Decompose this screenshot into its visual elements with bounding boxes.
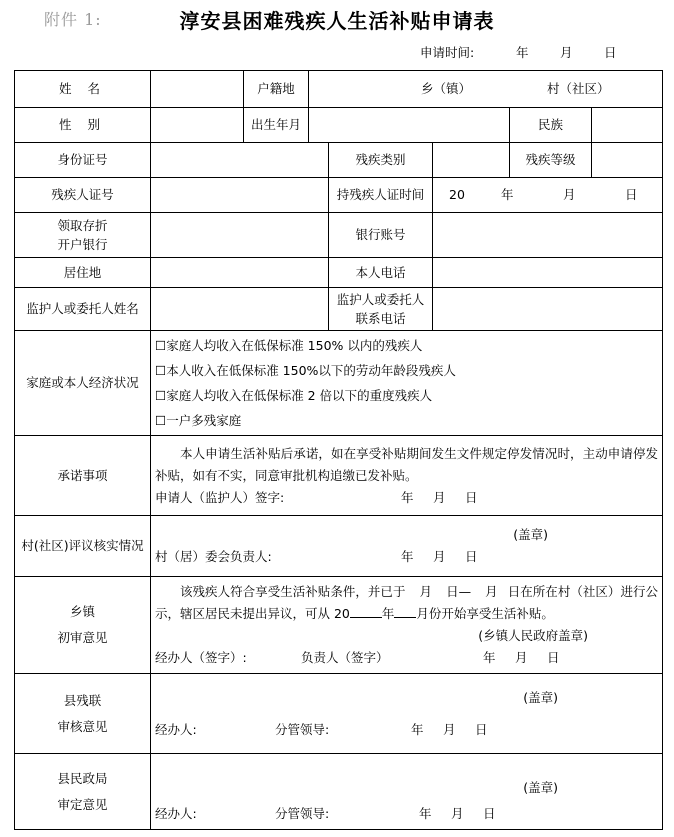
dpf-year: 年: [411, 721, 424, 737]
row-civil: [15, 754, 663, 830]
guardian-phone-label: [329, 288, 433, 331]
town-year-blank[interactable]: [350, 603, 382, 618]
row-town: [15, 577, 663, 674]
phone-label: 本人电话: [329, 258, 433, 288]
dpf-day: 日: [475, 721, 488, 737]
town-sign-year: 年: [483, 650, 496, 665]
hukou-field[interactable]: [309, 71, 663, 108]
cert-time-field[interactable]: [433, 178, 663, 213]
village-month: 月: [433, 549, 446, 564]
town-label: [15, 577, 151, 674]
disability-type-field[interactable]: [433, 143, 510, 178]
guardian-field[interactable]: [151, 288, 329, 331]
id-field[interactable]: [151, 143, 329, 178]
address-field[interactable]: [151, 258, 329, 288]
town-month-blank[interactable]: [394, 603, 416, 618]
town-text-b: 日—: [446, 584, 472, 599]
bank-label: [15, 213, 151, 258]
cert-year-label: 年: [501, 187, 514, 203]
disability-level-field[interactable]: [592, 143, 663, 178]
dpf-handler-label: 经办人:: [155, 721, 197, 737]
account-label: 银行账号: [329, 213, 433, 258]
ethnic-label: 民族: [510, 108, 592, 143]
cert-time-prefix: 20: [449, 187, 465, 203]
id-label: 身份证号: [15, 143, 151, 178]
dpf-stamp: (盖章): [523, 689, 559, 705]
promise-text: 本人申请生活补贴后承诺，如在享受补贴期间发生文件规定停发情况时，主动申请停发补贴，如有不实，同意审批机构追缴已发补贴。: [155, 445, 659, 483]
town-text-d: 月份开始享受生活补贴。: [416, 606, 554, 621]
row-economy: [15, 331, 663, 436]
town-text-c: 日在所在村（社区）进行公示，辖区居民未提出异议，可从 20: [155, 584, 659, 621]
promise-day: 日: [465, 489, 478, 505]
row-id: [15, 143, 663, 178]
bank-label-line-1: 领取存折: [57, 217, 108, 233]
economy-options: [151, 331, 663, 436]
disability-type-label: 残疾类别: [329, 143, 433, 178]
town-label-line-1: 乡镇: [69, 604, 95, 619]
town-month-1: 月: [419, 584, 433, 599]
village-sign-line: [155, 546, 658, 568]
promise-label: 承诺事项: [15, 436, 151, 516]
town-year: 年: [381, 606, 395, 621]
civil-stamp: (盖章): [523, 780, 559, 795]
cert-day-label: 日: [625, 187, 638, 203]
birth-label: 出生年月: [244, 108, 309, 143]
town-sign-month: 月: [515, 650, 528, 665]
hukou-town-label: 乡（镇）: [421, 81, 472, 97]
gender-label: 性 别: [15, 108, 151, 143]
guardian-phone-line-2: 联系电话: [355, 311, 406, 326]
civil-label-line-1: 县民政局: [57, 770, 108, 786]
town-label-line-2: 初审意见: [57, 630, 108, 645]
row-village: [15, 516, 663, 577]
cert-month-label: 月: [563, 187, 576, 203]
cert-time-label: 持残疾人证时间: [329, 178, 433, 213]
village-year: 年: [401, 549, 414, 564]
name-label: 姓 名: [15, 71, 151, 108]
town-sign-day: 日: [547, 650, 560, 665]
hukou-label: 户籍地: [244, 71, 309, 108]
row-address: [15, 258, 663, 288]
dpf-label-line-1: 县残联: [63, 692, 102, 708]
promise-cell: [151, 436, 663, 516]
civil-year: 年: [419, 806, 432, 821]
row-promise: [15, 436, 663, 516]
civil-month: 月: [451, 806, 464, 821]
civil-handler-label: 经办人:: [155, 806, 197, 821]
dpf-month: 月: [443, 721, 456, 737]
address-label: 居住地: [15, 258, 151, 288]
row-gender: [15, 108, 663, 143]
civil-label-line-2: 审定意见: [57, 796, 108, 812]
promise-month: 月: [433, 489, 446, 505]
apply-day-label: 日: [604, 45, 617, 60]
promise-sign-line: [155, 487, 658, 509]
dpf-cell: [151, 674, 663, 754]
town-leader-label: 负责人（签字）: [301, 650, 389, 665]
row-dpf: [15, 674, 663, 754]
ethnic-field[interactable]: [592, 108, 663, 143]
apply-time-label: 申请时间:: [420, 45, 475, 60]
civil-cell: [151, 754, 663, 830]
civil-sign-line: [155, 803, 658, 825]
name-field[interactable]: [151, 71, 244, 108]
town-text-a: 该残疾人符合享受生活补贴条件，并已于: [180, 584, 406, 599]
birth-field[interactable]: [309, 108, 510, 143]
apply-month-label: 月: [560, 45, 573, 60]
dpf-label-line-2: 审核意见: [57, 718, 108, 734]
guardian-phone-line-1: 监护人或委托人: [336, 291, 425, 307]
dpf-sign-line: [155, 719, 658, 741]
apply-date-line: [420, 43, 624, 61]
town-stamp: (乡镇人民政府盖章): [478, 628, 589, 643]
attachment-label: 附件 1:: [44, 10, 102, 29]
economy-option-low-income[interactable]: ☐家庭人均收入在低保标准 150% 以内的残疾人: [155, 338, 423, 353]
dpf-leader-label: 分管领导:: [275, 721, 330, 737]
economy-option-severe[interactable]: ☐家庭人均收入在低保标准 2 倍以下的重度残疾人: [155, 388, 433, 403]
dpf-label: [15, 674, 151, 754]
cert-field[interactable]: [151, 178, 329, 213]
form-title: 淳安县困难残疾人生活补贴申请表: [179, 9, 495, 33]
village-label: 村(社区)评议核实情况: [15, 516, 151, 577]
village-cell: [151, 516, 663, 577]
civil-leader-label: 分管领导:: [275, 806, 330, 821]
economy-label: 家庭或本人经济状况: [15, 331, 151, 436]
economy-option-working-age[interactable]: ☐本人收入在低保标准 150%以下的劳动年龄段残疾人: [155, 363, 456, 378]
town-cell: [151, 577, 663, 674]
cert-label: 残疾人证号: [15, 178, 151, 213]
promise-year: 年: [401, 489, 414, 505]
village-stamp: (盖章): [513, 527, 549, 542]
gender-field[interactable]: [151, 108, 244, 143]
promise-sign-label: 申请人（监护人）签字:: [155, 489, 285, 505]
town-sign-line: [155, 647, 658, 669]
account-field[interactable]: [433, 213, 663, 258]
civil-label: [15, 754, 151, 830]
bank-label-line-2: 开户银行: [57, 237, 108, 252]
row-guardian: [15, 288, 663, 331]
village-day: 日: [465, 549, 478, 564]
economy-option-multi-disabled[interactable]: ☐一户多残家庭: [155, 413, 242, 428]
phone-field[interactable]: [433, 258, 663, 288]
application-form-table: [14, 70, 663, 830]
disability-level-label: 残疾等级: [510, 143, 592, 178]
guardian-label: 监护人或委托人姓名: [15, 288, 151, 331]
town-month-2: 月: [485, 584, 498, 599]
row-name: [15, 71, 663, 108]
town-handler-label: 经办人（签字）:: [155, 650, 247, 665]
hukou-village-label: 村（社区）: [547, 81, 610, 97]
civil-day: 日: [483, 806, 496, 821]
guardian-phone-field[interactable]: [433, 288, 663, 331]
row-bank: [15, 213, 663, 258]
bank-field[interactable]: [151, 213, 329, 258]
apply-year-label: 年: [516, 45, 529, 60]
village-sign-label: 村（居）委会负责人:: [155, 549, 272, 564]
town-text: [155, 581, 658, 625]
row-certificate: [15, 178, 663, 213]
